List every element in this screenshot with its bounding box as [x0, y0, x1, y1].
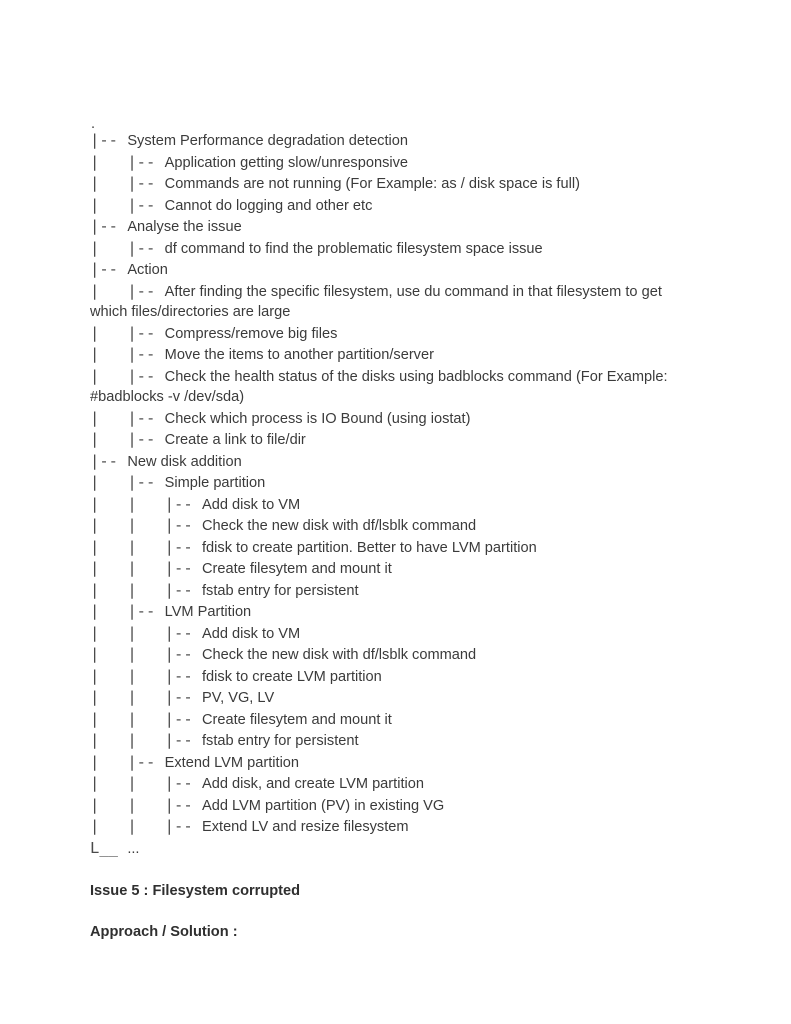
tree-row-label: Check the new disk with df/lsblk command: [201, 518, 477, 534]
tree-row-label: Analyse the issue: [127, 219, 242, 235]
tree-branch-glyph: | |--: [90, 408, 165, 427]
tree-row: [90, 238, 698, 260]
tree-row-label: fdisk to create LVM partition: [201, 668, 382, 685]
tree-row: [90, 558, 698, 580]
tree-branch-glyph: | |--: [90, 238, 165, 257]
tree-branch-glyph: |--: [90, 260, 128, 278]
tree-branch-glyph: | | |--: [90, 817, 202, 835]
tree-branch-glyph: | | |--: [90, 559, 202, 577]
tree-branch-glyph: | |--: [90, 323, 165, 342]
tree-row-label: fdisk to create partition. Better to have LVM partition: [201, 539, 537, 556]
tree-row: [90, 537, 698, 559]
tree-row-label: Check the new disk with df/lsblk command: [201, 647, 477, 663]
tree-branch-glyph: |--: [90, 451, 128, 470]
tree-branch-glyph: | | |--: [90, 516, 202, 534]
tree-row-label: Create filesytem and mount it: [201, 561, 392, 577]
ascii-tree: [90, 130, 698, 859]
issue-heading: Issue 5 : Filesystem corrupted: [90, 883, 301, 899]
tree-branch-glyph: | | |--: [90, 537, 202, 556]
tree-row-label: Add disk to VM: [201, 625, 301, 642]
tree-branch-glyph: | | |--: [90, 795, 202, 814]
tree-row-label: Add disk to VM: [201, 496, 301, 513]
tree-row: [90, 666, 698, 688]
tree-row-label: fstab entry for persistent: [201, 733, 359, 749]
tree-row-label: Create filesytem and mount it: [201, 711, 392, 728]
tree-row-label: Add disk, and create LVM partition: [201, 776, 424, 792]
tree-branch-glyph: | |--: [90, 281, 165, 300]
tree-branch-glyph: | | |--: [90, 623, 202, 642]
tree-branch-glyph: | | |--: [90, 580, 202, 599]
tree-branch-glyph: | |--: [90, 430, 165, 448]
tree-row-label: After finding the specific filesystem, use du command in that filesystem to get: [164, 283, 662, 300]
tree-row: [90, 152, 698, 174]
tree-row: [90, 644, 698, 666]
tree-branch-glyph: | |--: [90, 752, 165, 771]
tree-row: [90, 773, 698, 795]
tree-row: [90, 623, 698, 645]
tree-row-label: Check which process is IO Bound (using iostat): [164, 410, 471, 427]
tree-row: [90, 838, 698, 860]
tree-branch-glyph: | | |--: [90, 709, 202, 728]
spacer: [90, 902, 698, 922]
tree-row: [90, 816, 698, 838]
tree-branch-glyph: | | |--: [90, 666, 202, 685]
tree-row-label: LVM Partition: [164, 604, 252, 620]
tree-row: [90, 281, 698, 303]
tree-row: [90, 472, 698, 494]
tree-row-label: PV, VG, LV: [201, 690, 275, 706]
tree-branch-glyph: | | |--: [90, 645, 202, 663]
tree-row: [90, 344, 698, 366]
tree-row-label: Check the health status of the disks using badblocks command (For Example:: [164, 368, 668, 385]
tree-branch-glyph: L__: [90, 838, 128, 857]
tree-row-label: df command to find the problematic filesystem space issue: [164, 240, 543, 257]
tree-row: [90, 580, 698, 602]
tree-row: [90, 752, 698, 774]
tree-row-label: fstab entry for persistent: [201, 582, 359, 599]
tree-row: [90, 130, 698, 152]
tree-row-label: Cannot do logging and other etc: [164, 197, 373, 214]
tree-branch-glyph: | | |--: [90, 688, 202, 706]
tree-row-label: New disk addition: [127, 453, 242, 470]
tree-branch-glyph: | | |--: [90, 774, 202, 792]
leading-dot-marker: .: [91, 116, 96, 132]
tree-row: [90, 323, 698, 345]
tree-row-label: Add LVM partition (PV) in existing VG: [201, 797, 445, 814]
tree-row-label: Action: [127, 262, 168, 278]
tree-row: [90, 709, 698, 731]
tree-row-label: Extend LVM partition: [164, 754, 300, 771]
tree-row-label: Move the items to another partition/server: [164, 347, 434, 363]
tree-row-label: Commands are not running (For Example: as / disk space is full): [164, 176, 580, 192]
tree-row-label: Compress/remove big files: [164, 325, 338, 342]
tree-branch-glyph: | |--: [90, 473, 165, 491]
tree-branch-glyph: | |--: [90, 345, 165, 363]
tree-row-wrapped-line: which files/directories are large: [90, 304, 291, 320]
tree-row: [90, 173, 698, 195]
tree-branch-glyph: | | |--: [90, 731, 202, 749]
tree-branch-glyph: | |--: [90, 195, 165, 214]
tree-row-label: Application getting slow/unresponsive: [164, 154, 409, 171]
tree-row: [90, 795, 698, 817]
tree-row: [90, 515, 698, 537]
tree-row: [90, 494, 698, 516]
tree-branch-glyph: | |--: [90, 602, 165, 620]
tree-row: [90, 687, 698, 709]
tree-branch-glyph: | |--: [90, 174, 165, 192]
tree-row: [90, 259, 698, 281]
tree-branch-glyph: | |--: [90, 152, 165, 171]
tree-branch-glyph: | | |--: [90, 494, 202, 513]
tree-row-label: ...: [127, 840, 140, 857]
tree-row: [90, 195, 698, 217]
tree-row: [90, 408, 698, 430]
tree-row: [90, 601, 698, 623]
tree-row-label: Simple partition: [164, 475, 266, 491]
tree-row: [90, 730, 698, 752]
tree-row-label: Create a link to file/dir: [164, 432, 306, 448]
tree-branch-glyph: | |--: [90, 366, 165, 385]
tree-branch-glyph: |--: [90, 217, 128, 235]
tree-row-label: Extend LV and resize filesystem: [201, 819, 409, 835]
spacer: [90, 859, 698, 881]
tree-row: [90, 451, 698, 473]
tree-row: [90, 429, 698, 451]
tree-row: [90, 366, 698, 388]
tree-row-wrapped-line: #badblocks -v /dev/sda): [90, 389, 245, 405]
tree-row-label: System Performance degradation detection: [127, 133, 409, 149]
tree-row: [90, 216, 698, 238]
document-content: [90, 118, 698, 942]
approach-heading: Approach / Solution :: [90, 923, 238, 940]
tree-branch-glyph: |--: [90, 131, 128, 149]
